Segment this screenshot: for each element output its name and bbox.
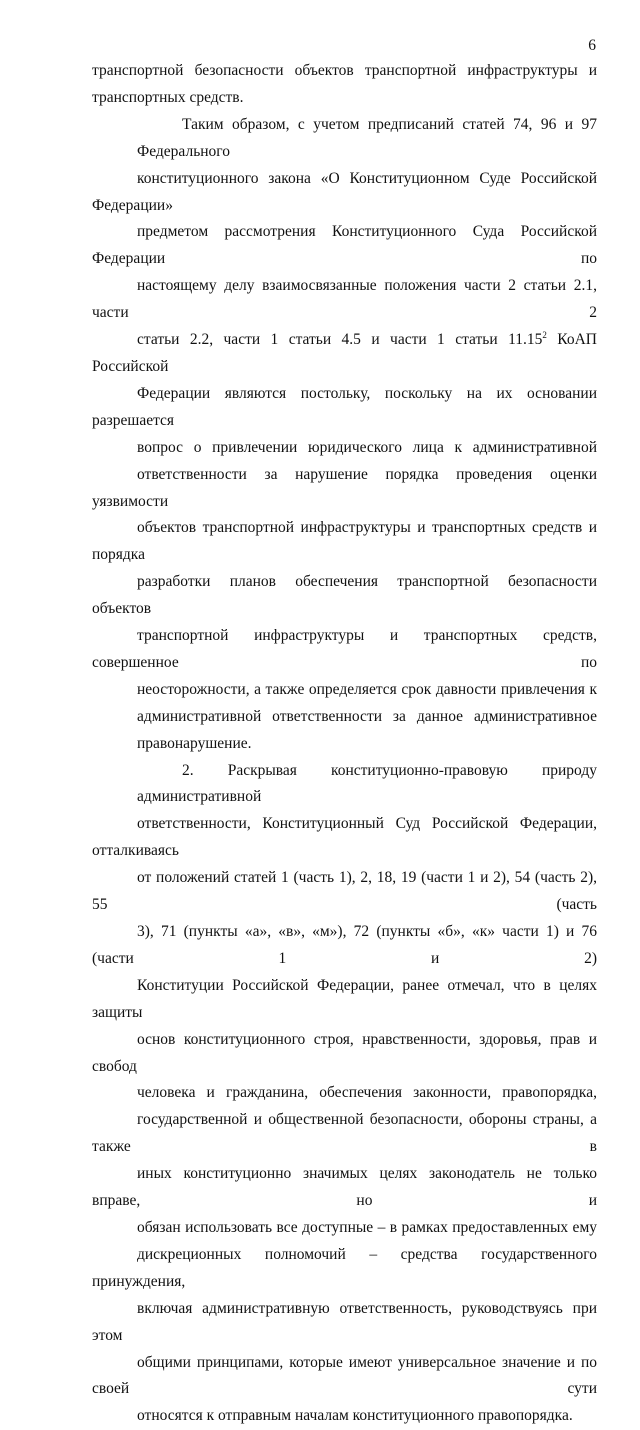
page-number: 6 [588,37,596,54]
text-line: государственной и общественной безопасности, обороны страны, а также в [92,1111,597,1156]
text-line: общими принципами, которые имеют универсальное значение и по своей сути [92,1353,597,1398]
paragraph-3 [92,758,597,1430]
text-line: Конституции Российской Федерации, ранее отмечал, что в целях защиты [92,976,597,1021]
text-line: человека и гражданина, обеспечения законности, правопорядка, [137,1084,597,1102]
text-line: транспортных средств. [92,88,244,106]
text-line: конституционного закона «О Конституционном Суде Российской Федерации» [92,169,597,214]
text-segment: статьи 2.2, части 1 статьи 4.5 и части 1 статьи 11.15 [137,331,543,349]
text-line: 2. Раскрывая конституционно-правовую природу административной [137,761,597,806]
text-line: 3), 71 (пункты «а», «в», «м»), 72 (пункты «б», «к» части 1) и 76 (части 1 и 2) [92,923,597,967]
text-segment: КоАП Российской [92,331,597,375]
text-line: ответственности за нарушение порядка проведения оценки уязвимости [92,465,597,510]
text-line: настоящему делу взаимосвязанные положения части 2 статьи 2.1, части 2 [92,277,597,322]
text-line: административной ответственности за данное административное [137,707,597,725]
text-line: основ конституционного строя, нравственности, здоровья, прав и свобод [92,1030,597,1075]
text-line: вопрос о привлечении юридического лица к административной [137,438,597,456]
paragraph-2 [92,112,597,758]
paragraph-1 [92,58,597,112]
text-line: ответственности, Конституционный Суд Российской Федерации, отталкиваясь [92,815,597,860]
text-line: иных конституционно значимых целях законодатель не только вправе, но и [92,1165,597,1210]
text-line: Таким образом, с учетом предписаний статей 74, 96 и 97 Федерального [137,115,597,160]
text-line: транспортной инфраструктуры и транспортных средств, совершенное по [92,627,597,671]
text-line: относятся к отправным началам конституционного правопорядка. [137,1407,573,1425]
text-line: неосторожности, а также определяется срок давности привлечения к [137,680,597,698]
text-line: Федерации являются постольку, поскольку на их основании разрешается [92,384,597,429]
superscript: 2 [542,330,547,341]
text-line: транспортной безопасности объектов транспортной инфраструктуры и [92,62,597,79]
text-line: объектов транспортной инфраструктуры и транспортных средств и порядка [92,519,597,564]
text-line: предметом рассмотрения Конституционного Суда Российской Федерации по [92,223,597,268]
text-line: обязан использовать все доступные – в рамках предоставленных ему [137,1218,597,1236]
text-line: дискреционных полномочий – средства государственного принуждения, [92,1245,597,1290]
text-line: включая административную ответственность, руководствуясь при этом [92,1299,597,1344]
text-line: правонарушение. [137,734,252,752]
text-line: от положений статей 1 (часть 1), 2, 18, 19 (части 1 и 2), 54 (часть 2), 55 (часть [92,869,597,914]
document-body [92,58,597,1430]
text-line-with-superscript [92,327,597,381]
text-line: разработки планов обеспечения транспортной безопасности объектов [92,573,597,618]
